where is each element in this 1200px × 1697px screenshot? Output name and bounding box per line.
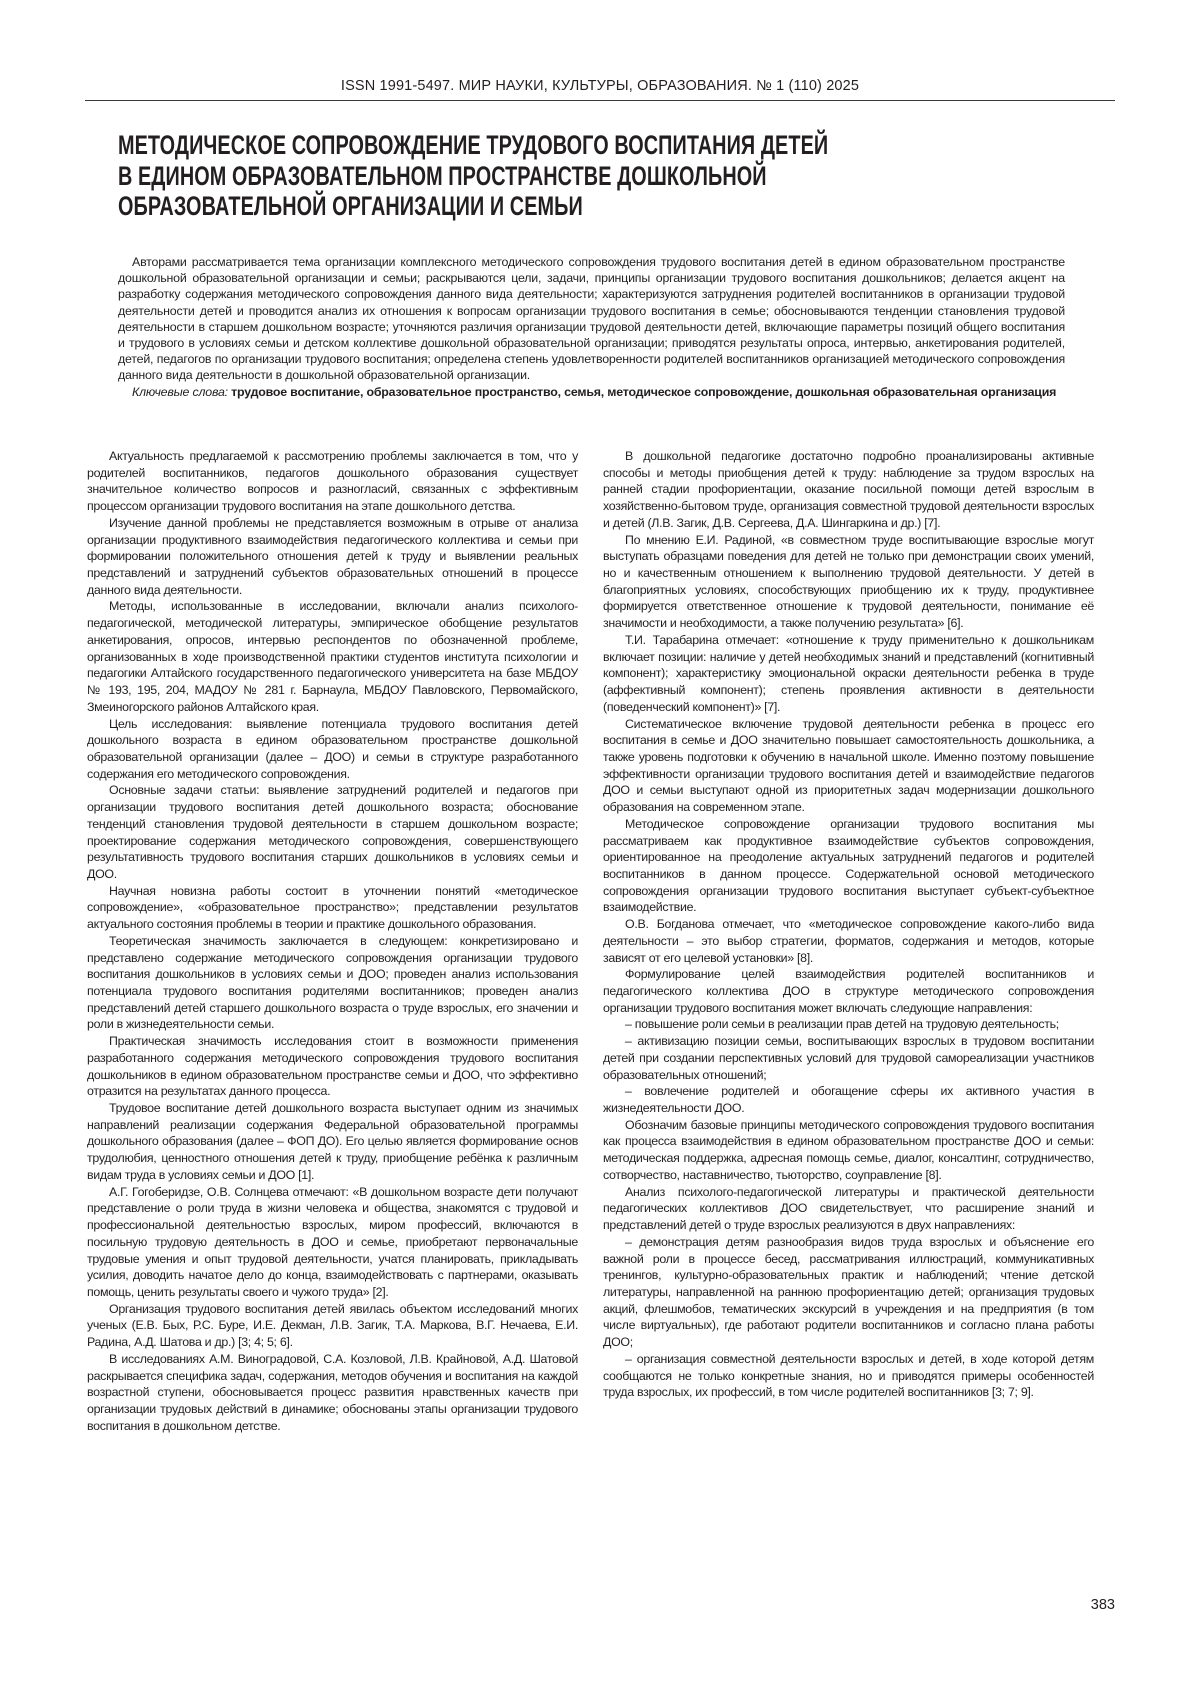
paragraph: Научная новизна работы состоит в уточнении понятий «методическое сопровождение», «образовательное пространство»; представлении результатов актуального состояния проблемы в теории и практике дошкольного образования. xyxy=(87,883,578,933)
body-column-left xyxy=(87,448,578,1434)
paragraph: Т.И. Тарабарина отмечает: «отношение к труду применительно к дошкольникам включает позиции: наличие у детей необходимых знаний и представлений (когнитивный компонент); характеристику эмоциональной окраски деятельности ребенка в труде (аффективный компонент); степень проявления активности в деятельности (поведенческий компонент)» [7]. xyxy=(603,632,1094,716)
header-divider xyxy=(85,100,1115,101)
paragraph: Методы, использованные в исследовании, включали анализ психолого-педагогической, методической литературы, эмпирическое обобщение результатов анкетирования, опросов, интервью респондентов по обозначенной проблеме, организованных в ходе производственной практики студентов института психологии и педагогики Алтайского государственного педагогического университета на базе МБДОУ № 193, 195, 204, МАДОУ № 281 г. Барнаула, МБДОУ Павловского, Первомайского, Змеиногорского районов Алтайского края. xyxy=(87,598,578,715)
paragraph: А.Г. Гогоберидзе, О.В. Солнцева отмечают: «В дошкольном возрасте дети получают представление о роли труда в жизни человека и общества, знакомятся с трудовой и профессиональной деятельностью взрослых, миром профессий, включаются в посильную трудовую деятельность в ДОО и семье, приобретают первоначальные трудовые умения и опыт трудовой деятельности, учатся планировать, прикладывать усилия, доводить начатое дело до конца, взаимодействовать с партнерами, оказывать помощь, ценить результаты своего и чужого труда» [2]. xyxy=(87,1184,578,1301)
list-item: – демонстрация детям разнообразия видов труда взрослых и объяснение его важной роли в процессе бесед, рассматривания иллюстраций, коммуникативных тренингов, культурно-образовательных практик и наблюдений; чтение детской литературы, направленной на раннюю профориентацию детей; организация трудовых акций, флешмобов, тематических экскурсий в учреждения и на предприятия (в том числе виртуальных), где работают родители воспитанников и согласно плана работы ДОО; xyxy=(603,1234,1094,1351)
title-line: ОБРАЗОВАТЕЛЬНОЙ ОРГАНИЗАЦИИ И СЕМЬИ xyxy=(118,191,927,222)
paragraph: Практическая значимость исследования стоит в возможности применения разработанного содержания методического сопровождения трудового воспитания дошкольников в едином образовательном пространстве семьи и ДОО, что эффективно отразится на результатах данного процесса. xyxy=(87,1033,578,1100)
paragraph: Систематическое включение трудовой деятельности ребенка в процесс его воспитания в семье и ДОО значительно повышает самостоятельность дошкольника, а также уровень подготовки к обучению в начальной школе. Именно поэтому повышение эффективности организации трудового воспитания детей и взаимодействие педагогов ДОО и семьи выступают одной из приоритетных задач модернизации дошкольного образования на современном этапе. xyxy=(603,716,1094,816)
paragraph: Формулирование целей взаимодействия родителей воспитанников и педагогического коллектива ДОО в структуре методического сопровождения организации трудового воспитания может включать следующие направления: xyxy=(603,966,1094,1016)
paragraph: Трудовое воспитание детей дошкольного возраста выступает одним из значимых направлений реализации содержания Федеральной образовательной программы дошкольного образования (далее – ФОП ДО). Его целью является формирование основ трудолюбия, ценностного отношения детей к труду, приобщение ребёнка к различным видам труда в условиях семьи и ДОО [1]. xyxy=(87,1100,578,1184)
paragraph: В дошкольной педагогике достаточно подробно проанализированы активные способы и методы приобщения детей к труду: наблюдение за трудом взрослых на ранней стадии профориентации, оказание посильной помощи детей взрослым в хозяйственно-бытовом труде, организация совместной трудовой деятельности взрослых и детей (Л.В. Загик, Д.В. Сергеева, Д.А. Шингаркина и др.) [7]. xyxy=(603,448,1094,532)
keywords xyxy=(118,384,1065,400)
keywords-text: трудовое воспитание, образовательное пространство, семья, методическое сопровождение, дошкольная образовательная организация xyxy=(231,385,1056,399)
page-number: 383 xyxy=(1040,1597,1115,1613)
paragraph: В исследованиях А.М. Виноградовой, С.А. Козловой, Л.В. Крайновой, А.Д. Шатовой раскрывается специфика задач, содержания, методов обучения и воспитания на каждой возрастной ступени, обосновывается процесс развития нравственных качеств при организации трудовых действий в динамике; обоснованы этапы организации трудового воспитания в дошкольном детстве. xyxy=(87,1351,578,1435)
body-column-right xyxy=(603,448,1094,1401)
abstract xyxy=(118,254,1065,400)
paragraph: Актуальность предлагаемой к рассмотрению проблемы заключается в том, что у родителей воспитанников, педагогов дошкольного образования существует значительное количество вопросов и разногласий, связанных с эффективным процессом организации трудового воспитания на этапе дошкольного детства. xyxy=(87,448,578,515)
paragraph: Основные задачи статьи: выявление затруднений родителей и педагогов при организации трудового воспитания детей дошкольного возраста; обоснование тенденций становления трудовой деятельности в старшем дошкольном возрасте; проектирование содержания методического сопровождения, совершенствующего результативность трудового воспитания старших дошкольников в условиях семьи и ДОО. xyxy=(87,782,578,882)
list-item: – активизацию позиции семьи, воспитывающих взрослых в трудовом воспитании детей при создании перспективных условий для трудовой самореализации участников образовательных отношений; xyxy=(603,1033,1094,1083)
list-item: – повышение роли семьи в реализации прав детей на трудовую деятельность; xyxy=(603,1016,1094,1033)
abstract-text: Авторами рассматривается тема организации комплексного методического сопровождения трудового воспитания детей в едином образовательном пространстве дошкольной образовательной организации и семьи; раскрываются цели, задачи, принципы организации трудового воспитания дошкольников; делается акцент на разработку содержания методического сопровождения данного вида деятельности; характеризуются затруднения родителей воспитанников в организации трудовой деятельности детей и проводится анализ их отношения к вопросам организации трудового воспитания в семье; обосновываются тенденции становления трудовой деятельности в старшем дошкольном возрасте; уточняются различия организации трудовой деятельности детей, включающие параметры позиций общего воспитания и трудового в условиях семьи и детском коллективе дошкольной образовательной организации; приводятся результаты опроса, интервью, анкетирования родителей, детей, педагогов по организации трудового воспитания; определена степень удовлетворенности родителей воспитанников организацией методического сопровождения данного вида деятельности в дошкольной образовательной организации. xyxy=(118,254,1065,384)
paragraph: Организация трудового воспитания детей явилась объектом исследований многих ученых (Е.В. Бых, Р.С. Буре, И.Е. Декман, Л.В. Загик, Т.А. Маркова, В.Г. Нечаева, Е.И. Радина, А.Д. Шатова и др.) [3; 4; 5; 6]. xyxy=(87,1301,578,1351)
title-line: В ЕДИНОМ ОБРАЗОВАТЕЛЬНОМ ПРОСТРАНСТВЕ ДОШКОЛЬНОЙ xyxy=(118,161,927,192)
list-item: – вовлечение родителей и обогащение сферы их активного участия в жизнедеятельности ДОО. xyxy=(603,1083,1094,1116)
paragraph: Обозначим базовые принципы методического сопровождения трудового воспитания как процесса взаимодействия в едином образовательном пространстве ДОО и семьи: методическая поддержка, адресная помощь семье, диалог, консалтинг, сотрудничество, сотворчество, наставничество, тьюторство, соуправление [8]. xyxy=(603,1117,1094,1184)
keywords-label: Ключевые слова: xyxy=(132,385,228,399)
paragraph: По мнению Е.И. Радиной, «в совместном труде воспитывающие взрослые могут выступать образцами поведения для детей не только при демонстрации своих умений, но и качественным отношением к выполнению трудовой деятельности. У детей в благоприятных условиях, способствующих приобщению их к труду, продуктивнее формируется ответственное отношение к трудовой деятельности, понимание её значимости и необходимости, а также получению результата» [6]. xyxy=(603,532,1094,632)
journal-header: ISSN 1991-5497. МИР НАУКИ, КУЛЬТУРЫ, ОБРАЗОВАНИЯ. № 1 (110) 2025 xyxy=(85,78,1115,94)
paragraph: О.В. Богданова отмечает, что «методическое сопровождение какого-либо вида деятельности – это выбор стратегии, форматов, содержания и методов, которые зависят от его целевой установки» [8]. xyxy=(603,916,1094,966)
list-item: – организация совместной деятельности взрослых и детей, в ходе которой детям сообщаются не только конкретные знания, но и приводятся примеры особенностей труда взрослых, их профессий, в том числе родителей воспитанников [3; 7; 9]. xyxy=(603,1351,1094,1401)
title-line: МЕТОДИЧЕСКОЕ СОПРОВОЖДЕНИЕ ТРУДОВОГО ВОСПИТАНИЯ ДЕТЕЙ xyxy=(118,130,927,161)
paragraph: Цель исследования: выявление потенциала трудового воспитания детей дошкольного возраста в едином образовательном пространстве дошкольной образовательной организации (далее – ДОО) и семьи в структуре разработанного содержания его методического сопровождения. xyxy=(87,716,578,783)
paragraph: Изучение данной проблемы не представляется возможным в отрыве от анализа организации продуктивного взаимодействия педагогического коллектива и семьи при формировании положительного отношения детей к труду и выявлении реальных представлений и затруднений субъектов образовательных отношений в процессе данного вида деятельности. xyxy=(87,515,578,599)
paragraph: Теоретическая значимость заключается в следующем: конкретизировано и представлено содержание методического сопровождения организации трудового воспитания дошкольников в условиях семьи и ДОО; проведен анализ использования потенциала трудового воспитания родителями воспитанников; проведен анализ представлений детей старшего дошкольного возраста о труде взрослых, его значении и роли в жизнедеятельности семьи. xyxy=(87,933,578,1033)
paragraph: Анализ психолого-педагогической литературы и практической деятельности педагогических коллективов ДОО свидетельствует, что расширение знаний и представлений детей о труде взрослых реализуются в двух направлениях: xyxy=(603,1184,1094,1234)
article-title xyxy=(118,130,1200,222)
paragraph: Методическое сопровождение организации трудового воспитания мы рассматриваем как продуктивное взаимодействие субъектов сопровождения, ориентированное на преодоление актуальных затруднений педагогов и родителей воспитанников в данном процессе. Содержательной основой методического сопровождения организации трудового воспитания выступает субъект-субъектное взаимодействие. xyxy=(603,816,1094,916)
